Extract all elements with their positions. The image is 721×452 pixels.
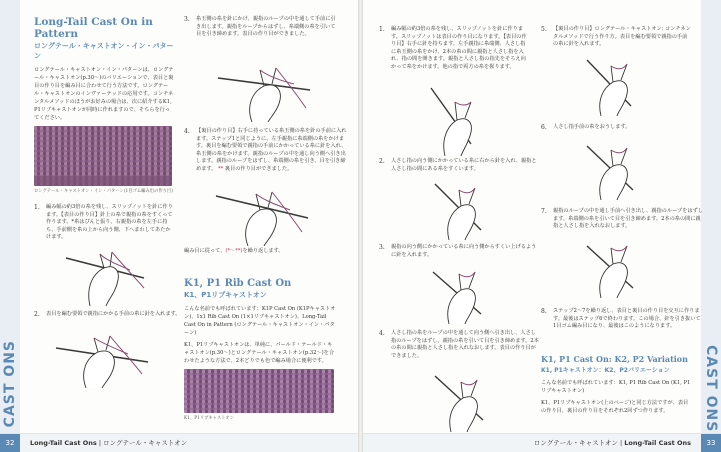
step-4: 4. 【裏目の作り目】右手に持っている糸玉側の糸を針の手前に入れます。ステップ1と同じように、左手親指に糸端側の糸をかけます。裏目を編む要領で親指の手前にかかっている糸に針を入れ、糸玉側の糸をかけます。親指のループの中を通し向う側へ引き出します。親指のループをはずし、糸端側の糸を引き、目を引き締めます。 ** 裏目の作り目ができました。 <box>184 128 347 172</box>
r-hand-illustration-3 <box>429 264 499 324</box>
r-step-2-text: 人さし指の向う側にかかっている糸に右から針を入れ、親指と人さし指の間にある糸をすくいます。 <box>391 158 537 172</box>
r-step-3: 3. 親指の向う側にかかっている糸に向う側からすくい上げるように針を入れます。 <box>379 244 537 258</box>
right-side-label: CAST ONS <box>703 345 719 433</box>
r-step-1-text: 編み幅の約3倍の糸を残し、スリップノットを針に作ります。スリップノットは表目の作り目になります。【表目の作り目】右手に針を持ちます。左手親指に糸端側、人さし指に糸玉側の糸をかけ、2本の糸の間に親指と人さし指を入れ、指の間を開きます。親指と人さし指の指先をそろえ向かって糸をかけます。他の指で両方の糸を握ります。 <box>391 26 527 70</box>
step-5 <box>184 248 336 256</box>
r-hand-illustration-5 <box>581 54 651 116</box>
r-hand-illustration-6 <box>581 140 651 200</box>
step-4-mark: ** <box>218 165 224 172</box>
section-title: Long-Tail Cast On in Pattern <box>34 16 153 40</box>
swatch-caption: ロングテール・キャストオン・イン・パターン(1目ゴム編み出の作り目) <box>34 189 173 194</box>
r-step-8-text: ステップ2〜7を繰り返し、表目と裏目の作り目を交互に作ります。最後はステップ6で終わります。この場合、針を引き抜いて1目ゴム編み目になり、最後はこのようになります。 <box>553 308 701 329</box>
r-step-6: 6. 人さし指手前の糸をおうします。 <box>541 124 631 131</box>
right-page <box>363 0 721 452</box>
hand-illustration-2 <box>52 328 152 388</box>
k1p1-section <box>184 278 336 421</box>
step-3: 3. 糸玉側の糸を針にかけ、親指のループの中を通して手前に引き出します。親指をループからはずし、糸端側の糸を引いて目を引き締めます。表目の作り目ができました。 <box>184 16 336 37</box>
r-step-8: 8. ステップ2〜7を繰り返し、表目と裏目の作り目を交互に作ります。最後はステップ6で終わります。この場合、針を引き抜いて1目ゴム編み目になり、最後はこのようになります。 <box>541 308 701 329</box>
right-footer-sub: ロングテール・キャストオン <box>533 439 618 447</box>
r-hand-illustration-4 <box>431 368 501 432</box>
left-page <box>0 0 358 452</box>
r-hand-illustration-1 <box>425 84 495 156</box>
r-step-4: 4. 人さし指の糸をループの中を通して向う側へ引き出し、人さし指のループをはずし、親指の糸を引いて目を引き締めます。2本の糸の間に親指と人さし指を入れなおします。表目の作り目ができました。 <box>379 330 539 359</box>
step-5-mark: (*〜**) <box>225 248 243 254</box>
k1p1-para-2: K1、P1リブキャストオンは、単純に、パールド・テールド・キャストオン(p.30〜)とロングテール・キャストオン(p.32〜)を合わせたような方法で、2本どりでも色で編み場合に便利です。 <box>184 342 335 364</box>
k1p1-title-jp: K1、P1リブキャストオン <box>184 291 267 299</box>
left-side-label: CAST ONS <box>2 340 18 428</box>
rib-swatch-photo <box>184 369 334 413</box>
r-step-7-text: 親指のループの中を通し手前へ引き出し、親指のループをはずします。糸端側の糸を引いて目を引き締めます。2本の糸の間に親指と人さし指を入れなおします。 <box>553 208 703 229</box>
left-page-number: 32 <box>0 434 20 452</box>
step-2-text: 表目を編む要領で親指にかかる手前の糸に針を入れます。 <box>46 311 181 317</box>
left-footer-title: Long-Tail Cast Ons <box>30 439 97 447</box>
r-hand-illustration-7 <box>581 240 651 298</box>
variation-para-1: こんな名前でも呼ばれています：K1, P1 Rib Cast On (K1, P1リブキャストオン) <box>541 380 691 394</box>
hand-illustration-4 <box>212 182 312 246</box>
hand-illustration-3 <box>214 60 314 122</box>
step-5-pre: 編み目に従って、 <box>184 248 226 254</box>
right-column-1 <box>379 26 539 359</box>
r-step-2: 2. 人さし指の向う側にかかっている糸に右から針を入れ、親指と人さし指の間にある糸をすくいます。 <box>379 158 537 172</box>
right-footer <box>363 433 721 452</box>
intro-text: ロングテール・キャストオン・イン・パターンは、ロングテール・キャストオン(p.30〜)のバリエーションで、表目と裏目の作り目を編み目に合わせて行う方法です。ロングテール・キャストオンのインヴァーテッドの応用です。コンチネンタルメソッドのほうがお好みの場合は、次に紹介するK1, P1リブキャストオンが同時に作れますので、そちらを行ってください。 <box>34 67 174 121</box>
r-step-6-text: 人さし指手前の糸をおうします。 <box>553 124 631 130</box>
variation-para-2: K1、P1リブキャストオン(上のページ)と同じ方法ですが、表目の作り目、裏目の作り目をそれぞれ2回ずつ作ります。 <box>541 400 689 414</box>
step-1-text: 編み幅の約3倍の糸を残し、スリップノットを針に作ります。【表目の作り目】針上の糸で親指の糸をすくって作ります。*糸はぴんと張り、右親指の糸を左手に持ち、手前側を糸の上から向う側、下へまわしてあたかけます。 <box>46 204 173 240</box>
k1p1-title: K1, P1 Rib Cast On <box>184 278 292 289</box>
r-step-5: 5. 【裏目の作り目】ロングテール・キャストオン: コンチネンタルメソッドで行う作り方。表目を編む要領で親指の手前の糸に針を入れます。 <box>541 26 691 47</box>
step-2: 2. 表目を編む要領で親指にかかる手前の糸に針を入れます。 <box>34 311 181 318</box>
r-step-1: 1. 編み幅の約3倍の糸を残し、スリップノットを針に作ります。スリップノットは表目の作り目になります。【表目の作り目】右手に針を持ちます。左手親指に糸端側、人さし指に糸玉側の糸をかけ、2本の糸の間に親指と人さし指を入れ、指の間を開きます。親指と人さし指の指先をそろえ向かって糸をかけます。他の指で両方の糸を握ります。 <box>379 26 527 70</box>
r-hand-illustration-2 <box>431 178 499 240</box>
variation-title-jp: K1, P1キャストオン：K2、P2バリエーション <box>541 367 670 374</box>
r-step-3-text: 親指の向う側にかかっている糸に向う側からすくい上げるように針を入れます。 <box>391 244 537 258</box>
right-footer-text: ロングテール・キャストオン | Long-Tail Cast Ons <box>533 439 691 447</box>
left-footer <box>0 433 358 452</box>
step-4-tail: 裏目の作り目ができました。 <box>224 165 293 172</box>
right-page-number: 33 <box>701 434 721 452</box>
step-3-text: 糸玉側の糸を針にかけ、親指のループの中を通して手前に引き出します。親指をループからはずし、糸端側の糸を引いて目を引き締めます。表目の作り目ができました。 <box>196 16 336 37</box>
left-footer-sub: ロングテール・キャストオン <box>103 439 188 447</box>
right-footer-title: Long-Tail Cast Ons <box>624 439 691 447</box>
section-title-jp: ロングテール・キャストオン・イン・パターン <box>34 42 174 60</box>
rib-swatch-caption: K1、P1リブキャストオン <box>184 416 234 421</box>
left-column-1 <box>34 16 181 318</box>
r-step-5-text: 【裏目の作り目】ロングテール・キャストオン: コンチネンタルメソッドで行う作り方。表目を編む要領で親指の手前の糸に針を入れます。 <box>553 26 691 47</box>
knitted-swatch-photo <box>34 126 172 186</box>
r-step-7: 7. 親指のループの中を通し手前へ引き出し、親指のループをはずします。糸端側の糸を引いて目を引き締めます。2本の糸の間に親指と人さし指を入れなおします。 <box>541 208 703 229</box>
step-1: 1. 編み幅の約3倍の糸を残し、スリップノットを針に作ります。【表目の作り目】針上の糸で親指の糸をすくって作ります。*糸はぴんと張り、右親指の糸を左手に持ち、手前側を糸の上から向う側、下へまわしてあたかけます。 <box>34 204 173 240</box>
hand-illustration-1 <box>60 248 150 308</box>
left-column-2 <box>184 16 347 421</box>
step-5-post: を繰り返します。 <box>242 248 284 254</box>
r-step-4-text: 人さし指の糸をループの中を通して向う側へ引き出し、人さし指のループをはずし、親指の糸を引いて目を引き締めます。2本の糸の間に親指と人さし指を入れなおします。表目の作り目ができました。 <box>391 330 539 359</box>
variation-section <box>541 354 691 419</box>
variation-title: K1, P1 Cast On: K2, P2 Variation <box>541 354 688 364</box>
k1p1-para-1: こんな名前でも呼ばれています：K1P Cast On (K1Pキャストオン)、1x1 Rib Cast On (1×1リブキャストオン)、Long-Tail Cast On in Pattern (ロングテール・キャストオン・イン・パターン) <box>184 306 336 336</box>
right-column-2 <box>541 26 703 414</box>
step-4-text: 【裏目の作り目】右手に持っている糸玉側の糸を針の手前に入れます。ステップ1と同じように、左手親指に糸端側の糸をかけます。裏目を編む要領で親指の手前にかかっている糸に針を入れ、糸玉側の糸をかけます。親指のループの中を通し向う側へ引き出します。親指のループをはずし、糸端側の糸を引き、目を引き締めます。 <box>196 128 347 172</box>
left-footer-text: Long-Tail Cast Ons | ロングテール・キャストオン <box>30 439 188 447</box>
